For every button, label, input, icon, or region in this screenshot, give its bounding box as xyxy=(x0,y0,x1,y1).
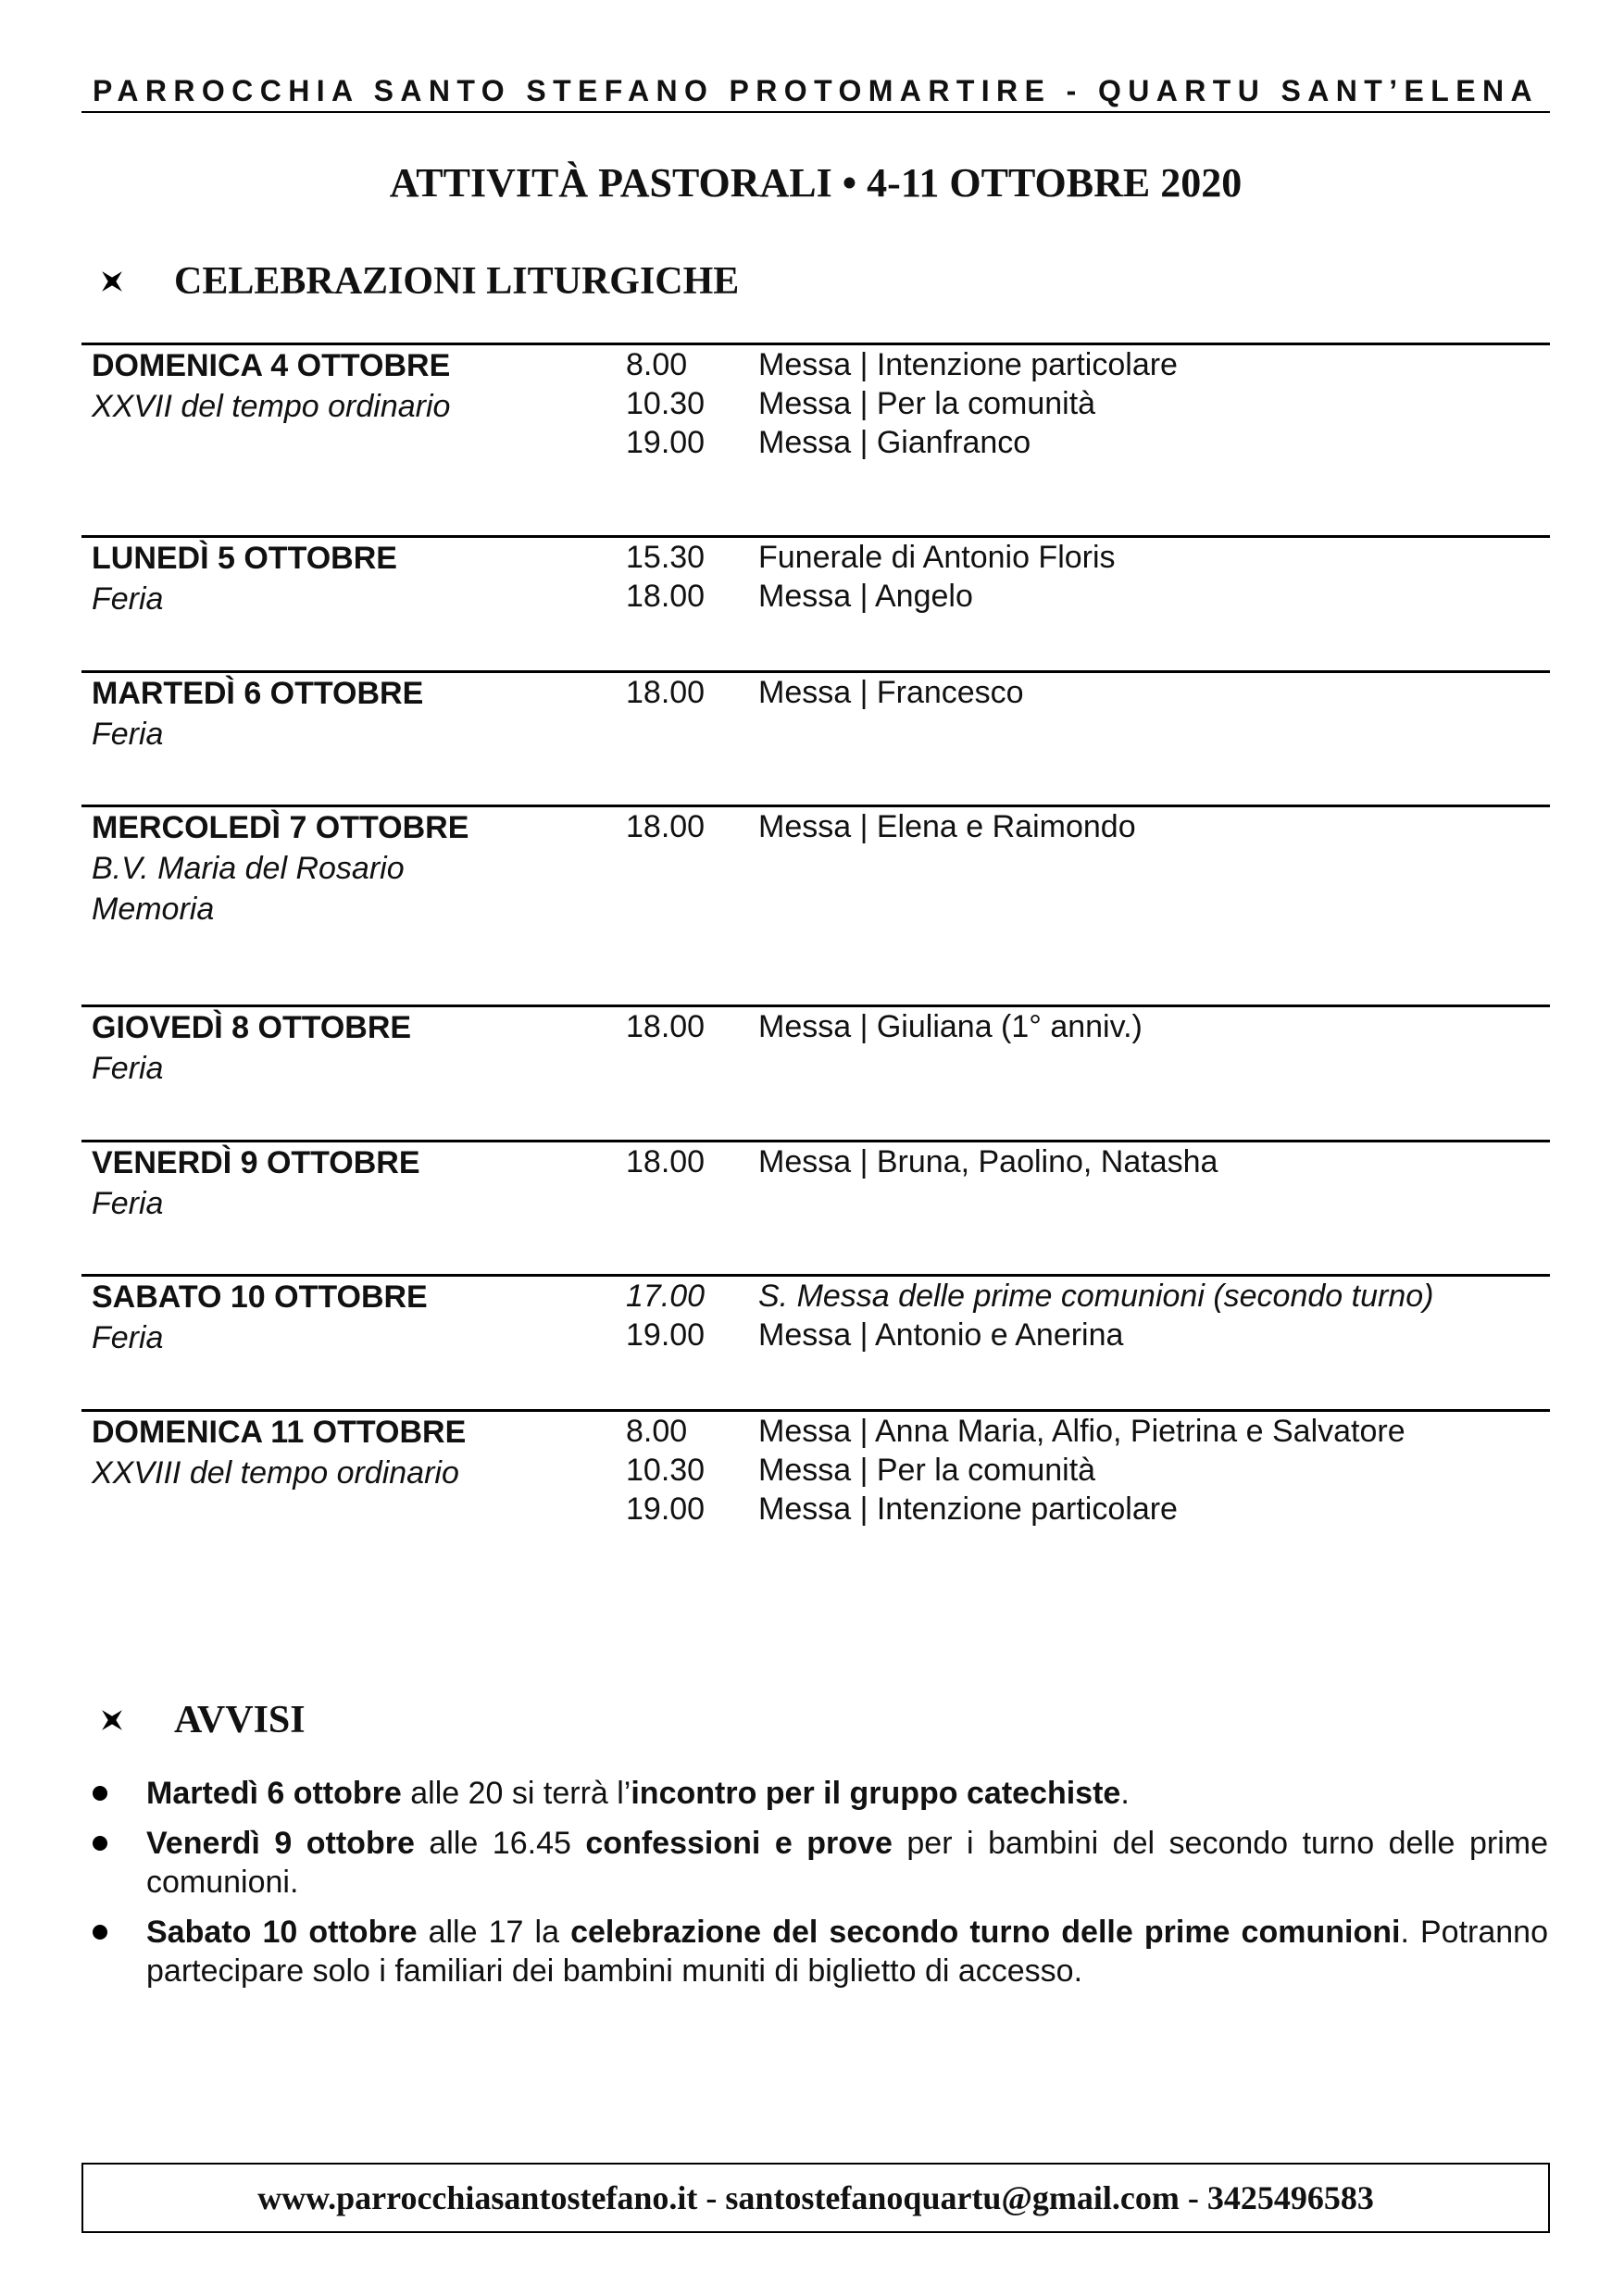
notice-text: alle 16.45 xyxy=(414,1826,586,1861)
notice-text: . Potranno partecipare solo i familiari dei bambini muniti di biglietto di accesso. xyxy=(146,1915,1548,1989)
notice-text: . xyxy=(1120,1776,1130,1811)
liturgical-note: Feria xyxy=(92,581,164,617)
event-description: Messa | Antonio e Anerina xyxy=(758,1317,1124,1353)
notice-highlight: Sabato 10 ottobre xyxy=(146,1915,418,1950)
event-description: Funerale di Antonio Floris xyxy=(758,540,1116,575)
event-description: Messa | Gianfranco xyxy=(758,425,1031,460)
schedule-day-block xyxy=(81,670,1550,752)
schedule-day-block xyxy=(81,1004,1550,1086)
notice-item xyxy=(91,1824,1548,1902)
event-row xyxy=(626,538,1116,577)
day-label: VENERDÌ 9 OTTOBRE xyxy=(92,1145,420,1180)
notice-highlight: Martedì 6 ottobre xyxy=(146,1776,402,1811)
notice-highlight: confessioni e prove xyxy=(585,1826,893,1861)
event-row xyxy=(626,1142,1218,1181)
event-row xyxy=(626,577,973,616)
event-description: Messa | Per la comunità xyxy=(758,1453,1096,1488)
section-heading-notices xyxy=(100,1698,306,1742)
notice-highlight: celebrazione del secondo turno delle prime comunioni xyxy=(570,1915,1401,1950)
asterisk-bullet-icon xyxy=(100,1708,124,1732)
event-description: S. Messa delle prime comunioni (secondo turno) xyxy=(758,1279,1434,1314)
event-description: Messa | Giuliana (1° anniv.) xyxy=(758,1009,1143,1044)
event-row xyxy=(626,1316,1123,1354)
liturgical-note: B.V. Maria del Rosario xyxy=(92,851,405,886)
parish-header: PARROCCHIA SANTO STEFANO PROTOMARTIRE - QUARTU SANT’ELENA xyxy=(93,74,1539,107)
event-time: 10.30 xyxy=(626,1453,706,1488)
bullet-icon xyxy=(93,1836,107,1851)
event-row xyxy=(626,1451,1095,1490)
event-time: 8.00 xyxy=(626,1414,688,1449)
asterisk-bullet-icon xyxy=(100,269,124,293)
liturgical-note: Feria xyxy=(92,1320,164,1355)
event-description: Messa | Intenzione particolare xyxy=(758,347,1178,382)
event-description: Messa | Per la comunità xyxy=(758,386,1096,421)
event-description: Messa | Anna Maria, Alfio, Pietrina e Salvatore xyxy=(758,1414,1405,1449)
event-row xyxy=(626,807,1136,846)
liturgical-note: Feria xyxy=(92,1186,164,1221)
section-label-notices: AVVISI xyxy=(174,1699,306,1741)
day-label: MARTEDÌ 6 OTTOBRE xyxy=(92,676,424,711)
liturgical-note: Feria xyxy=(92,1051,164,1086)
event-row xyxy=(626,673,1024,712)
liturgical-note: XXVII del tempo ordinario xyxy=(92,389,451,424)
notices-list xyxy=(91,1774,1548,2002)
event-description: Messa | Bruna, Paolino, Natasha xyxy=(758,1144,1218,1179)
event-row xyxy=(626,423,1031,462)
day-label: DOMENICA 4 OTTOBRE xyxy=(92,348,451,383)
event-description: Messa | Angelo xyxy=(758,579,973,614)
event-time: 18.00 xyxy=(626,1009,706,1044)
liturgical-note: XXVIII del tempo ordinario xyxy=(92,1455,459,1491)
event-time: 18.00 xyxy=(626,809,706,844)
notice-text: alle 20 si terrà l’ xyxy=(401,1776,631,1811)
notice-highlight: incontro per il gruppo catechiste xyxy=(631,1776,1121,1811)
event-description: Messa | Elena e Raimondo xyxy=(758,809,1136,844)
schedule-day-block xyxy=(81,1274,1550,1355)
bullet-icon xyxy=(93,1925,107,1940)
event-time: 19.00 xyxy=(626,1317,706,1353)
event-row xyxy=(626,1007,1143,1046)
notice-text: per i bambini del secondo turno delle prime comunioni. xyxy=(146,1826,1548,1900)
event-time: 8.00 xyxy=(626,347,688,382)
day-label: SABATO 10 OTTOBRE xyxy=(92,1279,428,1315)
notice-text: alle 17 la xyxy=(417,1915,571,1950)
event-time: 18.00 xyxy=(626,675,706,710)
liturgical-note: Feria xyxy=(92,717,164,752)
event-time: 10.30 xyxy=(626,386,706,421)
event-row xyxy=(626,345,1178,384)
event-row xyxy=(626,1277,1433,1316)
day-label: LUNEDÌ 5 OTTOBRE xyxy=(92,541,397,576)
event-row xyxy=(626,1490,1178,1529)
event-time: 19.00 xyxy=(626,425,706,460)
document-title: ATTIVITÀ PASTORALI • 4-11 OTTOBRE 2020 xyxy=(389,160,1243,206)
event-time: 18.00 xyxy=(626,1144,706,1179)
notice-item xyxy=(91,1774,1548,1813)
event-row xyxy=(626,384,1095,423)
header-divider xyxy=(81,111,1550,113)
event-time: 19.00 xyxy=(626,1491,706,1527)
footer-contact-box xyxy=(81,2163,1550,2233)
schedule-day-block xyxy=(81,1140,1550,1221)
event-row xyxy=(626,1412,1405,1451)
bullet-icon xyxy=(93,1786,107,1801)
section-label-celebrations: CELEBRAZIONI LITURGICHE xyxy=(174,260,740,303)
section-heading-celebrations xyxy=(100,259,739,304)
day-label: MERCOLEDÌ 7 OTTOBRE xyxy=(92,810,469,845)
schedule-day-block xyxy=(81,805,1550,927)
day-label: GIOVEDÌ 8 OTTOBRE xyxy=(92,1010,412,1045)
liturgical-note: Memoria xyxy=(92,892,215,927)
event-description: Messa | Intenzione particolare xyxy=(758,1491,1178,1527)
notice-highlight: Venerdì 9 ottobre xyxy=(146,1826,415,1861)
schedule-day-block xyxy=(81,535,1550,617)
event-time: 15.30 xyxy=(626,540,706,575)
day-label: DOMENICA 11 OTTOBRE xyxy=(92,1415,467,1450)
notice-item xyxy=(91,1913,1548,1990)
footer-contact: www.parrocchiasantostefano.it - santostefanoquartu@gmail.com - 3425496583 xyxy=(257,2179,1374,2216)
event-time: 17.00 xyxy=(626,1279,706,1314)
schedule-day-block xyxy=(81,343,1550,460)
event-time: 18.00 xyxy=(626,579,706,614)
schedule-day-block xyxy=(81,1409,1550,1527)
event-description: Messa | Francesco xyxy=(758,675,1024,710)
